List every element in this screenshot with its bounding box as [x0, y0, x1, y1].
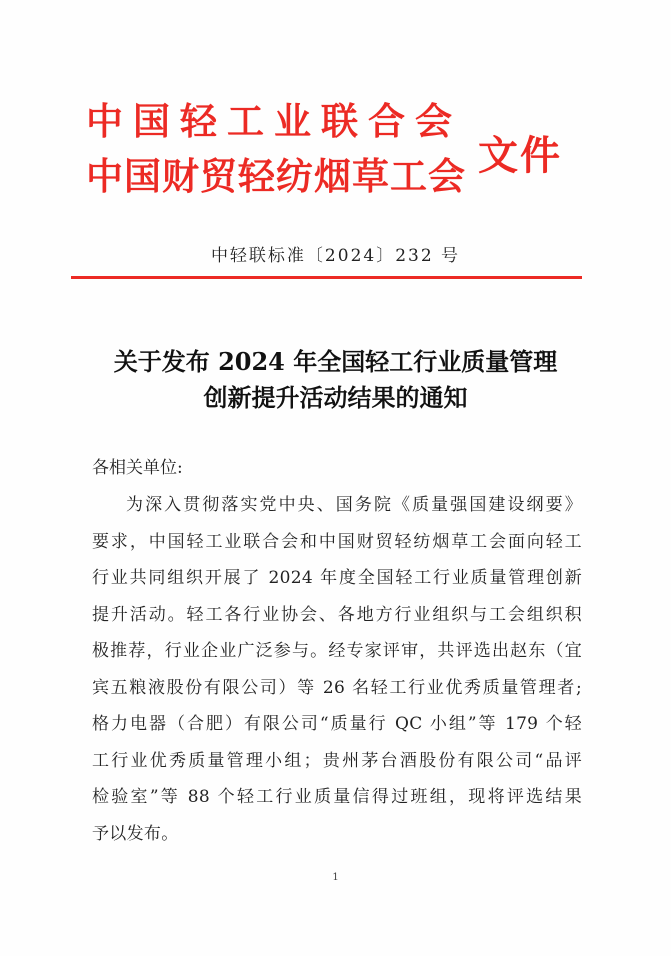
paragraph-line: 检验室”等 88 个轻工行业质量信得过班组，现将评选结果 [92, 787, 582, 807]
paragraph-line: 工行业优秀质量管理小组；贵州茅台酒股份有限公司“品评 [92, 750, 582, 771]
paragraph-line: 为深入贯彻落实党中央、国务院《质量强国建设纲要》 [126, 495, 582, 515]
paragraph-line: 宾五粮液股份有限公司）等 26 名轻工行业优秀质量管理者; [92, 677, 582, 698]
body-paragraph [92, 487, 582, 852]
paragraph-line: 极推荐，行业企业广泛参与。经专家评审，共评选出赵东（宜 [92, 641, 582, 661]
notice-title-line-2: 创新提升活动结果的通知 [203, 383, 468, 412]
paragraph-line: 行业共同组织开展了 2024 年度全国轻工行业质量管理创新 [92, 568, 582, 588]
paragraph-line: 格力电器（合肥）有限公司“质量行 QC 小组”等 179 个轻 [92, 714, 582, 734]
paragraph-line: 要求，中国轻工业联合会和中国财贸轻纺烟草工会面向轻工 [92, 531, 582, 552]
document-label: 文件 [478, 133, 562, 179]
page-number: 1 [332, 872, 339, 883]
red-divider-line [71, 276, 582, 279]
issuer-name-light-industry-federation: 中国轻工业联合会 [86, 100, 462, 143]
notice-title-line-1: 关于发布 2024 年全国轻工行业质量管理 [113, 347, 558, 376]
paragraph-line: 予以发布。 [92, 823, 179, 844]
issuer-name-trade-union: 中国财贸轻纺烟草工会 [86, 155, 466, 198]
salutation: 各相关单位: [92, 458, 183, 478]
paragraph-line: 提升活动。轻工各行业协会、各地方行业组织与工会组织积 [92, 604, 582, 625]
document-number: 中轻联标准〔2024〕232 号 [210, 246, 461, 266]
